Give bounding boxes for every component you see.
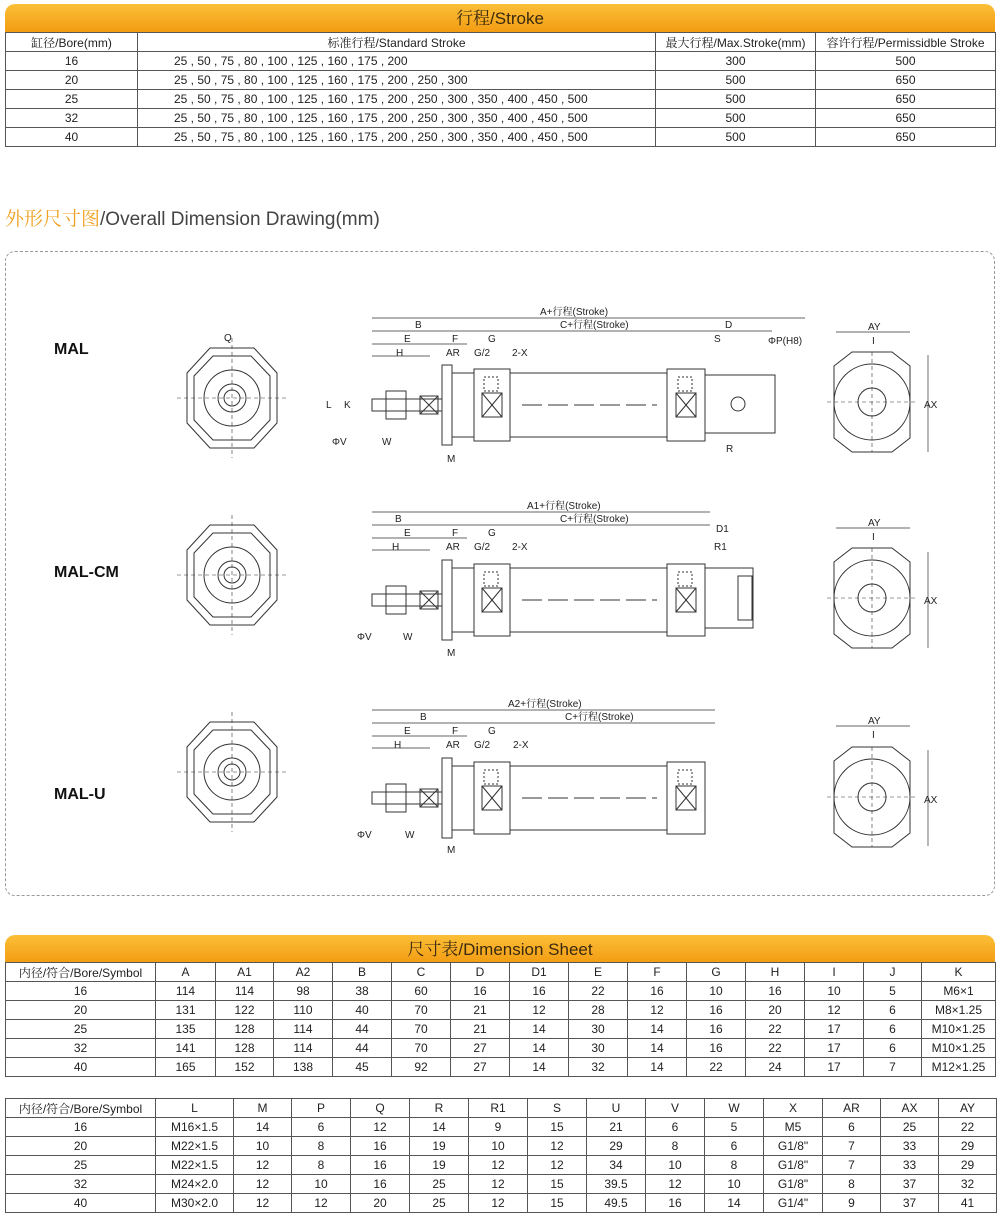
table-cell: 12 [528,1137,587,1156]
table-header-cell: K [922,963,996,982]
table-cell: 70 [392,1001,451,1020]
table-cell: 70 [392,1020,451,1039]
table-cell: 12 [292,1194,351,1213]
table-cell: 25 , 50 , 75 , 80 , 100 , 125 , 160 , 175 , 200 , 250 , 300 , 350 , 400 , 450 , 500 [138,128,656,147]
table-cell: 40 [333,1001,392,1020]
table-cell: 8 [292,1156,351,1175]
table-cell: 25 [6,90,138,109]
table-header-cell: S [528,1099,587,1118]
table-cell: 25 [881,1118,939,1137]
table-row [6,1039,996,1058]
table-cell: 10 [234,1137,292,1156]
stroke-title: 行程/Stroke [5,4,995,32]
table-cell: 25 , 50 , 75 , 80 , 100 , 125 , 160 , 175 , 200 [138,52,656,71]
label-g2-1: G/2 [474,348,491,359]
table-cell: 16 [687,1039,746,1058]
table-row [6,1118,997,1137]
label-ax-1: AX [924,400,938,411]
table-header-cell: R [410,1099,469,1118]
dimension-table-1 [5,962,996,1077]
label-w-2: W [403,632,413,643]
table-header-cell: A2 [274,963,333,982]
table-header-cell: L [156,1099,234,1118]
label-c-stroke-1: C+行程(Stroke) [560,320,629,331]
table-cell: 650 [816,90,996,109]
table-cell: M30×2.0 [156,1194,234,1213]
table-header-cell: D1 [510,963,569,982]
label-g-3: G [488,726,496,737]
table-cell: 40 [6,1058,156,1077]
label-f-1: F [452,334,459,345]
table-cell: 32 [6,109,138,128]
table-cell: M8×1.25 [922,1001,996,1020]
table-cell: 16 [351,1175,410,1194]
table-cell: 138 [274,1058,333,1077]
table-cell: 15 [528,1118,587,1137]
label-e-1: E [404,334,411,345]
table-cell: 10 [805,982,864,1001]
table-cell: 32 [569,1058,628,1077]
table-cell: 30 [569,1039,628,1058]
table-cell: 15 [528,1194,587,1213]
table-cell: 25 , 50 , 75 , 80 , 100 , 125 , 160 , 175 , 200 , 250 , 300 [138,71,656,90]
table-cell: 37 [881,1175,939,1194]
table-cell: 165 [156,1058,216,1077]
table-cell: 10 [705,1175,764,1194]
table-cell: 650 [816,109,996,128]
table-cell: 29 [587,1137,646,1156]
table-cell: 21 [451,1020,510,1039]
table-cell: 8 [646,1137,705,1156]
label-m-3: M [447,845,456,856]
table-cell: 98 [274,982,333,1001]
table-cell: 5 [864,982,922,1001]
table-cell: 60 [392,982,451,1001]
table-cell: 114 [274,1039,333,1058]
table-cell: 14 [628,1039,687,1058]
table-cell: 16 [351,1137,410,1156]
table-header-cell: U [587,1099,646,1118]
label-q: Q [224,333,232,344]
table-cell: 32 [6,1039,156,1058]
label-c-stroke-2: C+行程(Stroke) [560,514,629,525]
table-header-cell: J [864,963,922,982]
table-cell: 131 [156,1001,216,1020]
table-cell: 12 [469,1194,528,1213]
table-cell: 37 [881,1194,939,1213]
table-cell: 34 [587,1156,646,1175]
table-cell: 49.5 [587,1194,646,1213]
table-cell: G1/8" [764,1156,823,1175]
table-cell: 27 [451,1039,510,1058]
table-cell: M6×1 [922,982,996,1001]
table-cell: 22 [687,1058,746,1077]
label-c-stroke-3: C+行程(Stroke) [565,712,634,723]
table-header-cell: G [687,963,746,982]
table-row [6,1001,996,1020]
table-cell: 40 [6,128,138,147]
table-cell: 12 [628,1001,687,1020]
model-label-mal-u: MAL-U [54,786,106,803]
table-cell: 25 [6,1020,156,1039]
table-header-cell: X [764,1099,823,1118]
model-label-mal-cm: MAL-CM [54,564,119,581]
table-cell: 114 [216,982,274,1001]
table-row [6,1194,997,1213]
table-cell: 45 [333,1058,392,1077]
table-cell: 25 , 50 , 75 , 80 , 100 , 125 , 160 , 175 , 200 , 250 , 300 , 350 , 400 , 450 , 500 [138,90,656,109]
label-m-1: M [447,454,456,465]
table-cell: 30 [569,1020,628,1039]
label-i-3: I [872,730,875,741]
table-header-cell: W [705,1099,764,1118]
table-cell: 29 [939,1137,997,1156]
table-cell: 16 [687,1001,746,1020]
table-cell: M22×1.5 [156,1137,234,1156]
label-l-1: L [326,400,332,411]
label-d1: D1 [716,524,729,535]
table-header-cell: B [333,963,392,982]
table-header-cell: V [646,1099,705,1118]
table-cell: 14 [628,1020,687,1039]
table-cell: M24×2.0 [156,1175,234,1194]
label-w-3: W [405,830,415,841]
table-cell: 114 [274,1020,333,1039]
label-e-2: E [404,528,411,539]
table-cell: 20 [746,1001,805,1020]
table-cell: 7 [823,1137,881,1156]
table-cell: 21 [451,1001,510,1020]
table-cell: 12 [805,1001,864,1020]
table-cell: 8 [823,1175,881,1194]
table-cell: 16 [6,1118,156,1137]
label-b-2: B [395,514,402,525]
table-cell: 27 [451,1058,510,1077]
table-cell: 6 [864,1001,922,1020]
table-cell: 32 [939,1175,997,1194]
table-cell: 10 [292,1175,351,1194]
table-cell: 20 [351,1194,410,1213]
table-header-row [6,1099,997,1118]
table-row [6,982,996,1001]
label-ar-2: AR [446,542,460,553]
table-cell: 16 [351,1156,410,1175]
table-cell: 6 [864,1020,922,1039]
label-f-3: F [452,726,459,737]
table-cell: 20 [6,1137,156,1156]
label-e-3: E [404,726,411,737]
table-cell: 14 [510,1058,569,1077]
table-cell: 17 [805,1058,864,1077]
table-cell: 12 [510,1001,569,1020]
table-cell: 19 [410,1137,469,1156]
table-header-cell: 最大行程/Max.Stroke(mm) [656,33,816,52]
label-a-stroke: A+行程(Stroke) [540,307,609,318]
table-cell: 22 [569,982,628,1001]
table-cell: 8 [292,1137,351,1156]
label-h-2: H [392,542,400,553]
table-row [6,1137,997,1156]
label-ay-3: AY [868,716,881,727]
table-cell: 17 [805,1020,864,1039]
table-cell: G1/8" [764,1137,823,1156]
table-cell: 15 [528,1175,587,1194]
table-cell: 6 [292,1118,351,1137]
table-cell: 12 [234,1175,292,1194]
table-cell: 32 [6,1175,156,1194]
table-cell: 6 [864,1039,922,1058]
table-cell: 16 [746,982,805,1001]
label-2x-3: 2-X [513,740,529,751]
label-b-3: B [420,712,427,723]
table-cell: 22 [746,1039,805,1058]
table-cell: 10 [646,1156,705,1175]
label-ar-1: AR [446,348,460,359]
table-cell: 16 [687,1020,746,1039]
table-cell: 500 [816,52,996,71]
table-cell: 12 [351,1118,410,1137]
table-cell: 650 [816,71,996,90]
table-cell: M5 [764,1118,823,1137]
label-f-2: F [452,528,459,539]
label-g2-2: G/2 [474,542,491,553]
table-cell: 5 [705,1118,764,1137]
table-cell: 114 [156,982,216,1001]
table-cell: 25 , 50 , 75 , 80 , 100 , 125 , 160 , 175 , 200 , 250 , 300 , 350 , 400 , 450 , 500 [138,109,656,128]
table-header-cell: 标准行程/Standard Stroke [138,33,656,52]
table-cell: 20 [6,71,138,90]
table-header-cell: C [392,963,451,982]
table-cell: 40 [6,1194,156,1213]
table-cell: 28 [569,1001,628,1020]
table-cell: M12×1.25 [922,1058,996,1077]
table-header-cell: H [746,963,805,982]
table-cell: M16×1.5 [156,1118,234,1137]
table-cell: 135 [156,1020,216,1039]
model-label-mal: MAL [54,341,89,358]
table-cell: M10×1.25 [922,1039,996,1058]
table-row [6,1058,996,1077]
table-cell: 12 [469,1175,528,1194]
label-r1: R1 [714,542,727,553]
table-cell: 152 [216,1058,274,1077]
table-cell: 8 [705,1156,764,1175]
table-cell: 141 [156,1039,216,1058]
label-a2-stroke: A2+行程(Stroke) [508,699,582,710]
table-cell: 92 [392,1058,451,1077]
table-cell: 70 [392,1039,451,1058]
label-phi-p: ΦP(H8) [768,336,803,347]
table-cell: 14 [510,1039,569,1058]
table-header-cell: AX [881,1099,939,1118]
table-header-cell: A1 [216,963,274,982]
table-header-cell: I [805,963,864,982]
table-cell: 22 [746,1020,805,1039]
label-m-2: M [447,648,456,659]
table-cell: 14 [234,1118,292,1137]
table-cell: 6 [705,1137,764,1156]
table-cell: 14 [628,1058,687,1077]
table-header-cell: D [451,963,510,982]
table-cell: 110 [274,1001,333,1020]
label-a1-stroke: A1+行程(Stroke) [527,501,601,512]
table-cell: M22×1.5 [156,1156,234,1175]
table-cell: 25 [410,1194,469,1213]
table-cell: 500 [656,90,816,109]
table-cell: 25 [410,1175,469,1194]
table-cell: 33 [881,1137,939,1156]
table-cell: 24 [746,1058,805,1077]
table-header-cell: Q [351,1099,410,1118]
table-cell: 22 [939,1118,997,1137]
table-cell: 500 [656,128,816,147]
table-cell: 14 [410,1118,469,1137]
label-ax-3: AX [924,795,938,806]
table-cell: 12 [646,1175,705,1194]
table-cell: 19 [410,1156,469,1175]
table-cell: 12 [234,1156,292,1175]
table-cell: 16 [628,982,687,1001]
table-cell: 16 [6,52,138,71]
table-cell: 500 [656,71,816,90]
label-h-1: H [396,348,404,359]
label-g-2: G [488,528,496,539]
label-ar-3: AR [446,740,460,751]
label-phi-v-3: ΦV [357,830,372,841]
table-cell: 7 [823,1156,881,1175]
table-cell: 16 [510,982,569,1001]
table-header-row [6,963,996,982]
table-cell: 33 [881,1156,939,1175]
label-d: D [725,320,733,331]
drawing-title-zh: 外形尺寸图 [5,209,101,230]
table-row [6,1020,996,1039]
table-cell: 38 [333,982,392,1001]
label-phi-v-2: ΦV [357,632,372,643]
table-header-cell: A [156,963,216,982]
table-cell: 6 [646,1118,705,1137]
table-header-cell: 缸径/Bore(mm) [6,33,138,52]
table-cell: 9 [469,1118,528,1137]
table-cell: 500 [656,109,816,128]
table-cell: 128 [216,1020,274,1039]
table-cell: 17 [805,1039,864,1058]
label-w-1: W [382,437,392,448]
table-header-cell: AR [823,1099,881,1118]
label-r: R [726,444,734,455]
table-cell: 9 [823,1194,881,1213]
dimension-sheet-title: 尺寸表/Dimension Sheet [5,935,995,963]
dimension-table-2 [5,1098,997,1213]
table-header-cell: F [628,963,687,982]
label-g-1: G [488,334,496,345]
table-cell: 7 [864,1058,922,1077]
label-2x-2: 2-X [512,542,528,553]
table-cell: G1/8" [764,1175,823,1194]
table-cell: 122 [216,1001,274,1020]
table-cell: 16 [646,1194,705,1213]
label-ay-1: AY [868,322,881,333]
table-cell: 20 [6,1001,156,1020]
table-cell: 21 [587,1118,646,1137]
label-2x-1: 2-X [512,348,528,359]
label-s: S [714,334,721,345]
label-i-2: I [872,532,875,543]
label-ax-2: AX [924,596,938,607]
table-cell: 29 [939,1156,997,1175]
label-i-1: I [872,336,875,347]
table-cell: 12 [528,1156,587,1175]
table-header-cell: 内径/符合/Bore/Symbol [6,963,156,982]
table-cell: 44 [333,1039,392,1058]
table-header-cell: 内径/符合/Bore/Symbol [6,1099,156,1118]
table-header-cell: AY [939,1099,997,1118]
table-cell: 25 [6,1156,156,1175]
table-cell: 14 [510,1020,569,1039]
table-header-cell: P [292,1099,351,1118]
table-cell: G1/4" [764,1194,823,1213]
label-g2-3: G/2 [474,740,491,751]
label-k-1: K [344,400,351,411]
table-row [6,1175,997,1194]
table-cell: 39.5 [587,1175,646,1194]
table-cell: 650 [816,128,996,147]
table-cell: 10 [469,1137,528,1156]
label-ay-2: AY [868,518,881,529]
table-header-cell: R1 [469,1099,528,1118]
table-cell: 300 [656,52,816,71]
table-cell: 128 [216,1039,274,1058]
table-cell: 16 [451,982,510,1001]
table-header-cell: E [569,963,628,982]
label-b-1: B [415,320,422,331]
table-cell: 10 [687,982,746,1001]
table-cell: 12 [234,1194,292,1213]
table-header-cell: 容许行程/Permissidble Stroke [816,33,996,52]
table-cell: 41 [939,1194,997,1213]
table-cell: 44 [333,1020,392,1039]
drawing-title-en: /Overall Dimension Drawing(mm) [100,209,380,230]
table-cell: 16 [6,982,156,1001]
table-cell: 14 [705,1194,764,1213]
table-row [6,1156,997,1175]
table-cell: M10×1.25 [922,1020,996,1039]
table-header-cell: M [234,1099,292,1118]
label-h-3: H [394,740,402,751]
table-cell: 12 [469,1156,528,1175]
label-phi-v-1: ΦV [332,437,347,448]
table-cell: 6 [823,1118,881,1137]
